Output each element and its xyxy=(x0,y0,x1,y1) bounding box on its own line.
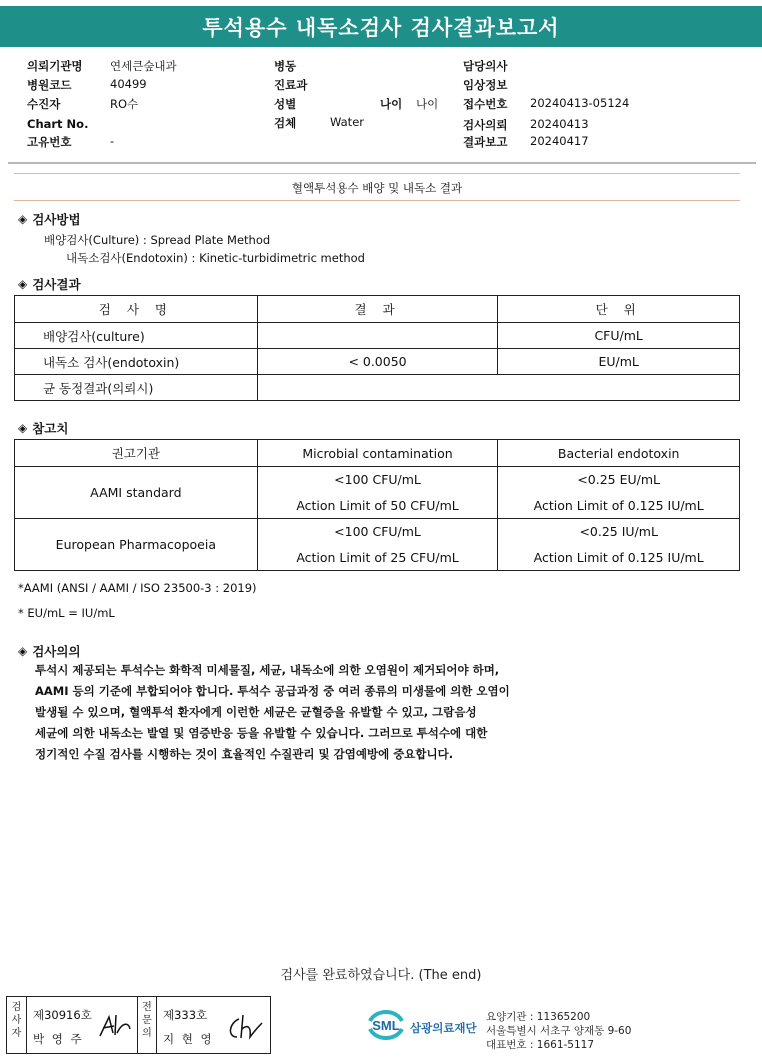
micro-action-limit: Action Limit of 25 CFU/mL xyxy=(257,545,498,571)
age-value: 나이 xyxy=(416,97,439,111)
test-unit: EU/mL xyxy=(498,349,740,375)
table-header-row xyxy=(15,296,740,323)
method-heading-text: 검사방법 xyxy=(32,212,81,227)
column-header: 검 사 명 xyxy=(15,296,258,323)
report-title: 투석용수 내독소검사 검사결과보고서 xyxy=(0,6,762,47)
method-line: 배양검사(Culture) : Spread Plate Method xyxy=(44,233,271,247)
reviewer-signature xyxy=(225,1011,265,1043)
unique-no-value: - xyxy=(110,134,115,148)
report-date-value: 20240417 xyxy=(530,134,589,148)
end-text: 검사를 완료하였습니다. (The end) xyxy=(280,968,482,983)
sml-logo xyxy=(366,1005,406,1045)
hospital-code-value: 40499 xyxy=(110,77,147,91)
recipient-value: RO수 xyxy=(110,97,139,111)
significance-heading xyxy=(18,642,81,660)
micro-action-limit: Action Limit of 50 CFU/mL xyxy=(257,493,498,519)
signature-box xyxy=(6,996,271,1054)
chart-no-label: Chart No. xyxy=(27,117,89,131)
diamond-icon: ◈ xyxy=(18,277,28,291)
reviewer-label: 전문의 xyxy=(137,997,157,1053)
significance-line: 세균에 의한 내독소는 발열 및 염증반응 등을 유발할 수 있습니다. 그러므로 투석수에 대한 xyxy=(35,726,488,740)
significance-line: 발생될 수 있으며, 혈액투석 환자에게 이런한 세균은 균혈증을 유발할 수 있고, 그람음성 xyxy=(35,705,477,719)
column-header: 단 위 xyxy=(498,296,740,323)
specimen-label: 검체 xyxy=(274,116,297,130)
endo-limit: <0.25 IU/mL xyxy=(498,519,740,545)
reference-heading-text: 참고치 xyxy=(32,421,69,436)
reviewer-license: 제333호 xyxy=(163,1008,208,1022)
unique-no-label: 고유번호 xyxy=(27,135,72,149)
clinical-info-label: 임상정보 xyxy=(463,78,508,92)
micro-limit: <100 CFU/mL xyxy=(257,519,498,545)
receipt-no-label: 접수번호 xyxy=(463,97,508,111)
divider xyxy=(14,200,740,201)
reference-note: *AAMI (ANSI / AAMI / ISO 23500-3 : 2019) xyxy=(18,581,257,595)
reference-heading xyxy=(18,419,68,437)
diamond-icon: ◈ xyxy=(18,421,28,435)
table-row xyxy=(15,519,740,545)
sex-label: 성별 xyxy=(274,97,297,111)
test-result xyxy=(257,375,739,401)
age-label: 나이 xyxy=(380,97,403,111)
hospital-code-label: 병원코드 xyxy=(27,78,72,92)
request-date-label: 검사의뢰 xyxy=(463,118,508,132)
doctor-label: 담당의사 xyxy=(463,59,508,73)
logo-text: SML xyxy=(372,1018,400,1033)
column-header: Microbial contamination xyxy=(257,440,498,467)
institution-label: 의뢰기관명 xyxy=(27,59,83,73)
test-result: < 0.0050 xyxy=(257,349,498,375)
test-name: 배양검사(culture) xyxy=(15,323,258,349)
significance-heading-text: 검사의의 xyxy=(32,644,81,659)
institution-info: 요양기관 : 11365200 xyxy=(486,1011,591,1023)
institution-name: 삼광의료재단 xyxy=(410,1021,477,1035)
method-line: 내독소검사(Endotoxin) : Kinetic-turbidimetric method xyxy=(66,251,365,265)
examiner-license: 제30916호 xyxy=(33,1008,92,1022)
results-table xyxy=(14,295,740,401)
column-header: 결 과 xyxy=(257,296,498,323)
agency-name: AAMI standard xyxy=(15,467,258,519)
reviewer-name: 지 현 영 xyxy=(163,1032,214,1046)
table-row xyxy=(15,375,740,401)
section-title: 혈액투석용수 배양 및 내독소 결과 xyxy=(291,181,463,195)
table-row xyxy=(15,349,740,375)
examiner-name: 박 영 주 xyxy=(33,1032,84,1046)
examiner-signature xyxy=(97,1011,133,1041)
diamond-icon: ◈ xyxy=(18,644,28,658)
table-row xyxy=(15,323,740,349)
institution-value: 연세큰숲내과 xyxy=(110,59,177,73)
table-row xyxy=(15,467,740,493)
ward-label: 병동 xyxy=(274,59,297,73)
recipient-label: 수진자 xyxy=(27,97,61,111)
receipt-no-value: 20240413-05124 xyxy=(530,96,630,110)
institution-phone: 대표번호 : 1661-5117 xyxy=(486,1039,595,1051)
test-name: 균 동정결과(의뢰시) xyxy=(15,375,258,401)
diamond-icon: ◈ xyxy=(18,212,28,226)
report-date-label: 결과보고 xyxy=(463,135,508,149)
endo-limit: <0.25 EU/mL xyxy=(498,467,740,493)
specimen-value: Water xyxy=(330,115,364,129)
column-header: Bacterial endotoxin xyxy=(498,440,740,467)
agency-name: European Pharmacopoeia xyxy=(15,519,258,571)
endo-action-limit: Action Limit of 0.125 IU/mL xyxy=(498,493,740,519)
divider xyxy=(14,173,740,174)
micro-limit: <100 CFU/mL xyxy=(257,467,498,493)
significance-line: 투석시 제공되는 투석수는 화학적 미세물질, 세균, 내독소에 의한 오염원이 제거되어야 하며, xyxy=(35,663,500,677)
test-unit: CFU/mL xyxy=(498,323,740,349)
test-result xyxy=(257,323,498,349)
table-header-row xyxy=(15,440,740,467)
method-heading xyxy=(18,210,81,228)
request-date-value: 20240413 xyxy=(530,117,589,131)
endo-action-limit: Action Limit of 0.125 IU/mL xyxy=(498,545,740,571)
institution-address: 서울특별시 서초구 양재동 9-60 xyxy=(486,1025,632,1037)
significance-line: AAMI 등의 기준에 부합되어야 합니다. 투석수 공급과정 중 여러 종류의 미생물에 의한 오염이 xyxy=(35,684,510,698)
divider xyxy=(8,162,756,164)
reference-note: * EU/mL = IU/mL xyxy=(18,606,115,620)
column-header: 권고기관 xyxy=(15,440,258,467)
reference-table xyxy=(14,439,740,571)
results-heading-text: 검사결과 xyxy=(32,277,81,292)
test-name: 내독소 검사(endotoxin) xyxy=(15,349,258,375)
significance-line: 정기적인 수질 검사를 시행하는 것이 효율적인 수질관리 및 감염예방에 중요합니다. xyxy=(35,747,454,761)
department-label: 진료과 xyxy=(274,78,308,92)
results-heading xyxy=(18,275,81,293)
examiner-label: 검사자 xyxy=(7,997,27,1053)
